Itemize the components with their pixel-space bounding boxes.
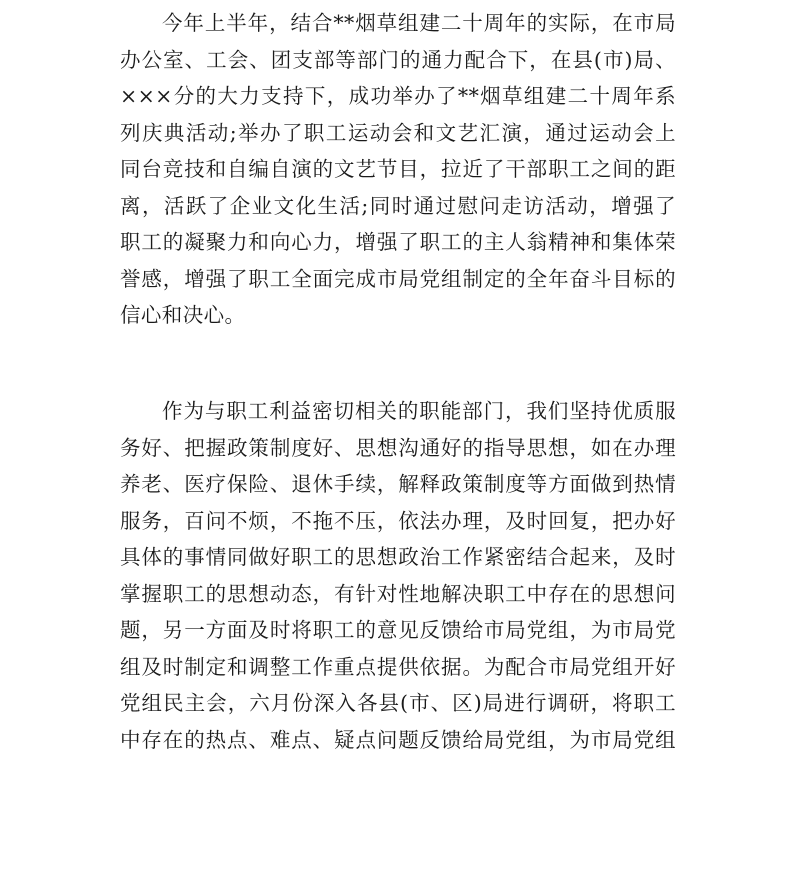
text-line: 离，活跃了企业文化生活;同时通过慰问走访活动，增强了 bbox=[120, 193, 676, 218]
text-line: 掌握职工的思想动态，有针对性地解决职工中存在的思想问 bbox=[120, 581, 676, 606]
text-line: 作为与职工利益密切相关的职能部门，我们坚持优质服 bbox=[162, 399, 676, 423]
text-line: 具体的事情同做好职工的思想政治工作紧密结合起来，及时 bbox=[120, 545, 676, 569]
text-line: 服务，百问不烦，不拖不压，依法办理，及时回复，把办好 bbox=[120, 508, 676, 533]
paragraph-2 bbox=[120, 393, 676, 758]
text-line: 职工的凝聚力和向心力，增强了职工的主人翁精神和集体荣 bbox=[120, 230, 676, 254]
text-line: 办公室、工会、团支部等部门的通力配合下，在县(市)局、 bbox=[120, 47, 676, 72]
text-line: 组及时制定和调整工作重点提供依据。为配合市局党组开好 bbox=[120, 654, 676, 679]
paragraph-1 bbox=[120, 5, 676, 334]
text-line: 今年上半年，结合**烟草组建二十周年的实际，在市局 bbox=[162, 11, 676, 35]
text-line: 养老、医疗保险、退休手续，解释政策制度等方面做到热情 bbox=[120, 472, 676, 496]
text-line: 党组民主会，六月份深入各县(市、区)局进行调研，将职工 bbox=[120, 691, 676, 715]
text-line: 列庆典活动;举办了职工运动会和文艺汇演，通过运动会上 bbox=[120, 120, 676, 145]
text-line: 信心和决心。 bbox=[120, 303, 246, 327]
text-line: ×××分的大力支持下，成功举办了**烟草组建二十周年系 bbox=[120, 84, 676, 108]
text-line: 中存在的热点、难点、疑点问题反馈给局党组，为市局党组 bbox=[120, 727, 676, 752]
text-line: 务好、把握政策制度好、思想沟通好的指导思想，如在办理 bbox=[120, 435, 676, 460]
text-line: 誉感，增强了职工全面完成市局党组制定的全年奋斗目标的 bbox=[120, 266, 676, 291]
text-line: 同台竞技和自编自演的文艺节目，拉近了干部职工之间的距 bbox=[120, 157, 676, 181]
text-line: 题，另一方面及时将职工的意见反馈给市局党组，为市局党 bbox=[120, 618, 676, 642]
